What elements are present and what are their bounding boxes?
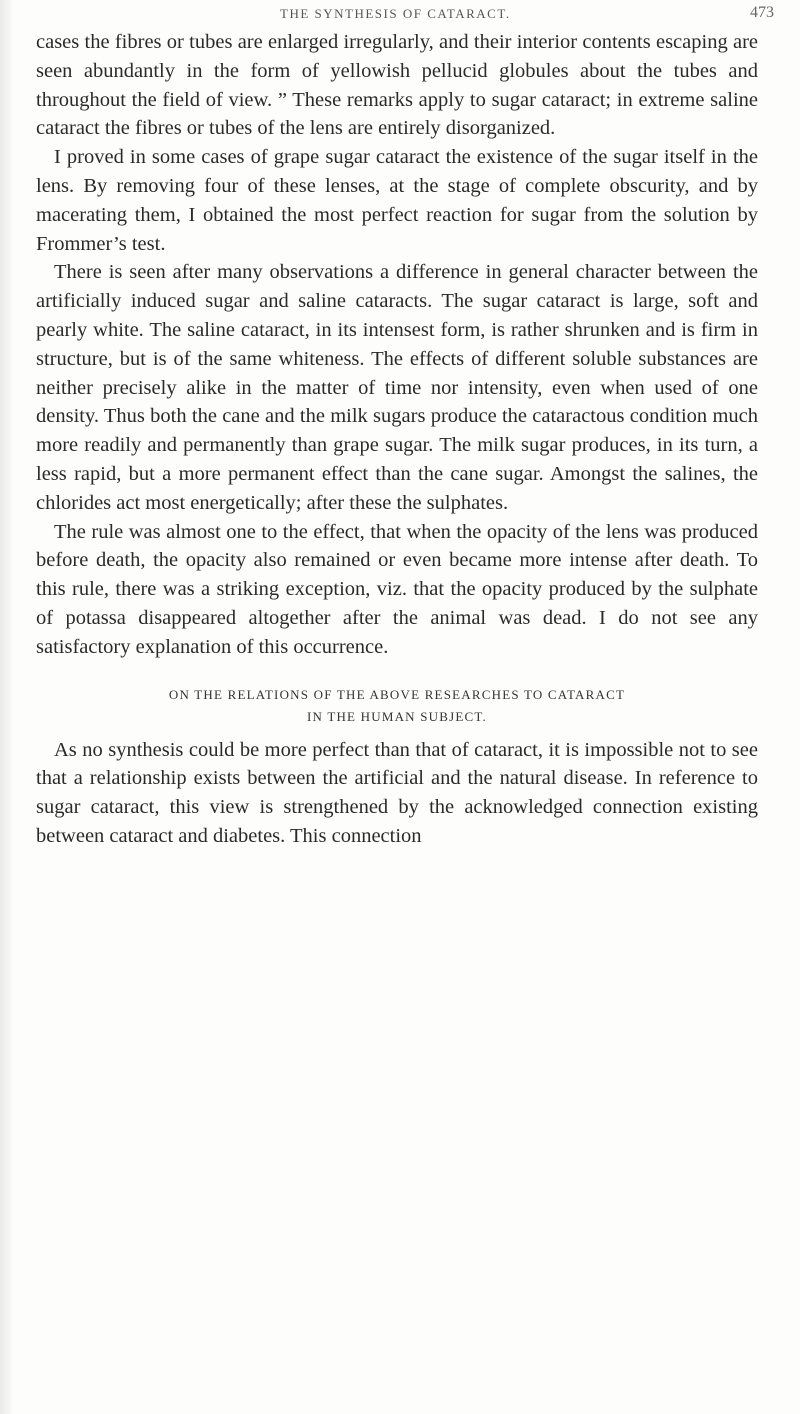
- paragraph-grape-sugar: I proved in some cases of grape sugar cataract the existence of the sugar itself in the lens. By removing four of these lenses, at the stage of complete obscurity, and by macerating them, I obtained the most perfect reaction for sugar from the solution by Frommer’s test.: [36, 146, 758, 255]
- running-head: [0, 4, 800, 26]
- body-text: [36, 28, 758, 851]
- paragraph-human-subject: As no synthesis could be more perfect than that of cataract, it is impossible not to see that a relationship exists between the artificial and the natural disease. In reference to sugar cataract, this view is strengthened by the acknowledged connection existing between cataract and diabetes. This connection: [36, 738, 758, 847]
- section-heading-line-1: ON THE RELATIONS OF THE ABOVE RESEARCHES TO CATARACT: [168, 686, 626, 702]
- paragraph-rule: The rule was almost one to the effect, that when the opacity of the lens was produced before death, the opacity also remained or even became more intense after death. To this rule, there was a striking exception, viz. that the opacity produced by the sulphate of potassa disappeared altogether after the animal was dead. I do not see any satisfactory explanation of this occurrence.: [36, 520, 758, 658]
- section-heading: [36, 684, 758, 728]
- page-number: 473: [750, 4, 774, 21]
- page-edge-shadow: [0, 0, 14, 1414]
- running-head-title: THE SYNTHESIS OF CATARACT.: [280, 6, 511, 21]
- paragraph-difference: There is seen after many observations a difference in general character between the artificially induced sugar and saline cataracts. The sugar cataract is large, soft and pearly white. The saline cataract, in its intensest form, is rather shrunken and is firm in structure, but is of the same whiteness. The effects of different soluble substances are neither precisely alike in the matter of time nor intensity, even when used of one density. Thus both the cane and the milk sugars produce the cataractous condition much more readily and permanently than grape sugar. The milk sugar produces, in its turn, a less rapid, but a more permanent effect than the cane sugar. Amongst the salines, the chlorides act most energetically; after these the sulphates.: [36, 261, 758, 514]
- section-heading-line-2: IN THE HUMAN SUBJECT.: [306, 708, 487, 724]
- paragraph-continued: cases the fibres or tubes are enlarged irregularly, and their interior contents escaping are seen abundantly in the form of yellowish pellucid globules about the tubes and throughout the field of view. ” These remarks apply to sugar cataract; in extreme saline cataract the fibres or tubes of the lens are entirely disorganized.: [36, 31, 758, 140]
